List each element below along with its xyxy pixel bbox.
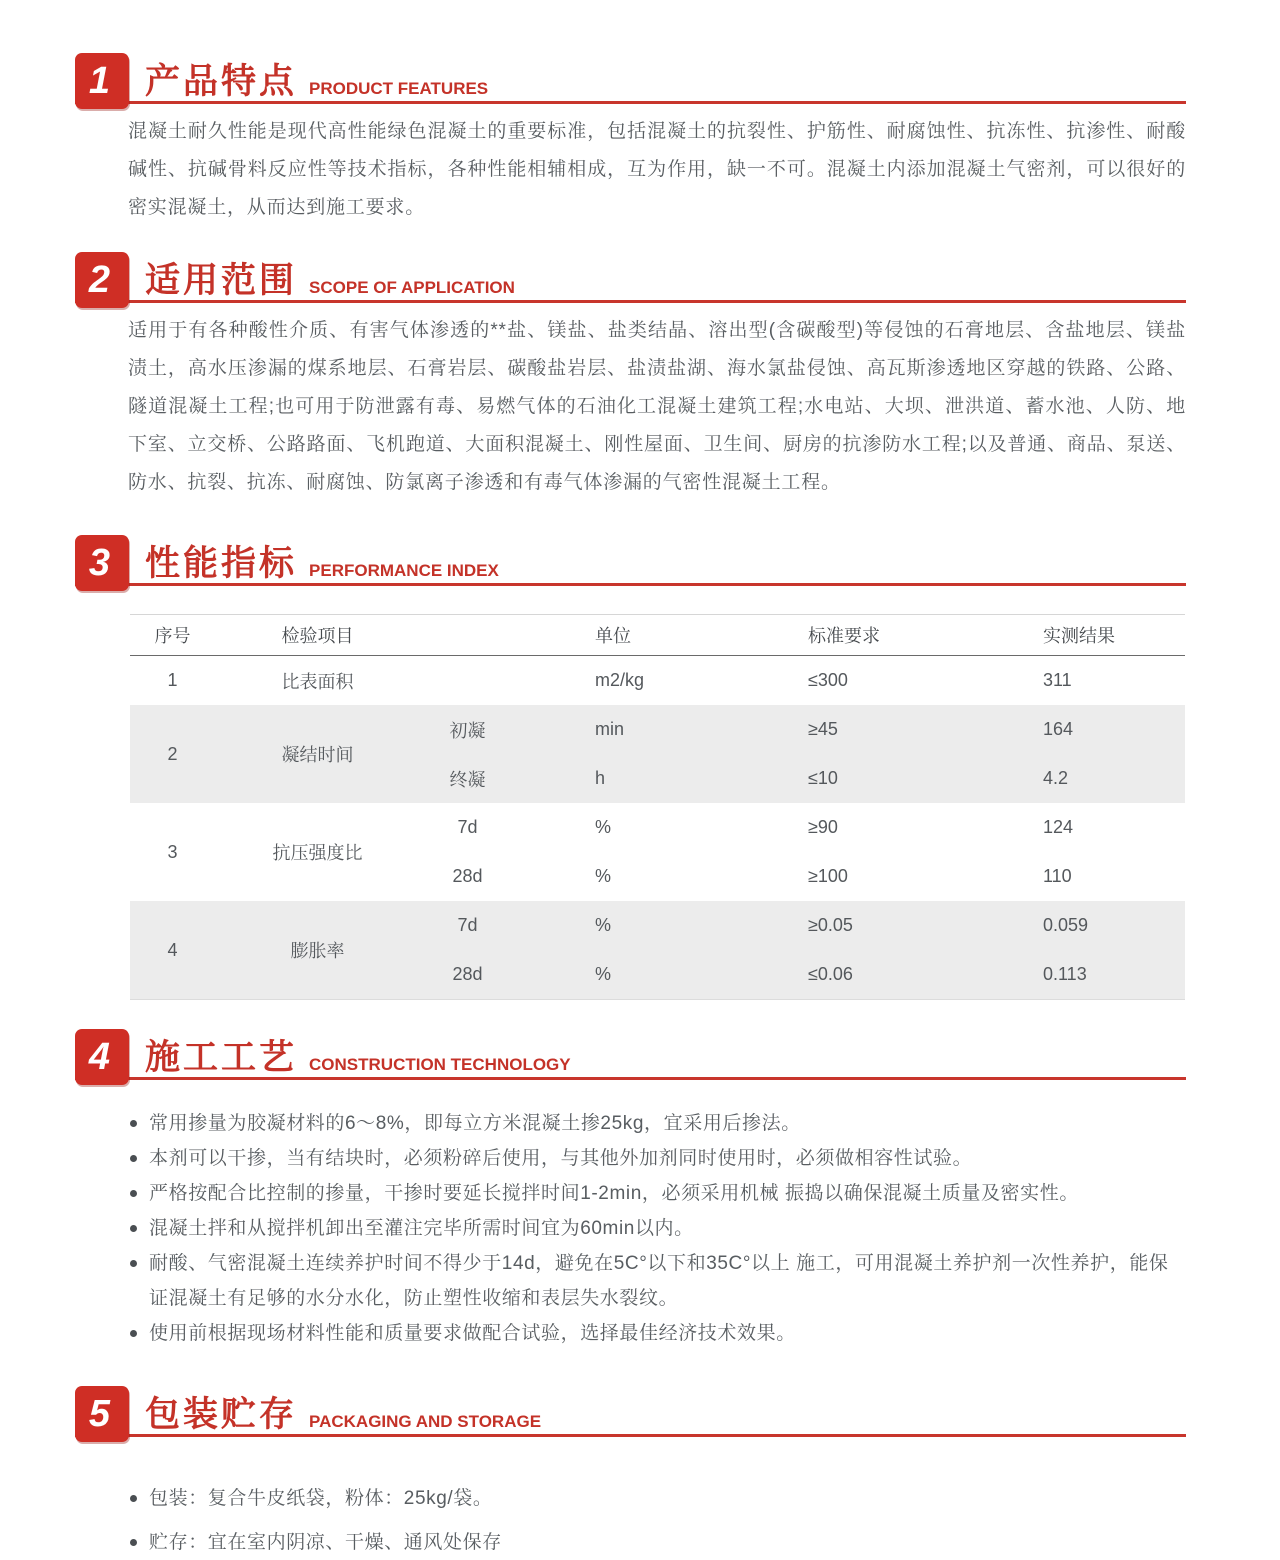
cell-no: 3 xyxy=(167,841,178,862)
cell-unit: % xyxy=(595,964,612,984)
bullet-dot-icon xyxy=(130,1120,137,1127)
section-2-number-badge xyxy=(75,252,129,308)
section-5-header xyxy=(75,1381,1186,1437)
bullet-item xyxy=(130,1316,1186,1351)
cell-measured-result: 4.2 xyxy=(1043,768,1069,788)
bullet-item xyxy=(130,1141,1186,1176)
bullet-dot-icon xyxy=(130,1225,137,1232)
section-5-number-badge xyxy=(75,1386,129,1442)
section-1-title-zh: 产品特点 xyxy=(145,62,298,101)
bullet-dot-icon xyxy=(130,1260,137,1267)
table-row-group xyxy=(130,901,1185,999)
section-3-number-badge xyxy=(75,535,129,591)
cell-sub-item: 7d xyxy=(457,817,478,837)
cell-unit: % xyxy=(595,817,612,837)
performance-table xyxy=(130,614,1185,1000)
construction-steps-list xyxy=(130,1106,1186,1351)
section-5-title-en: PACKAGING AND STORAGE xyxy=(309,1412,542,1431)
cell-sub-item: 终凝 xyxy=(449,769,486,790)
section-4-number-badge xyxy=(75,1029,129,1085)
section-4-header xyxy=(75,1024,1186,1080)
section-2-title-zh: 适用范围 xyxy=(145,261,298,300)
cell-sub-item xyxy=(420,656,515,705)
cell-standard-requirement: ≥100 xyxy=(808,866,848,886)
cell-unit: h xyxy=(595,768,606,788)
spacer xyxy=(75,1351,1186,1381)
bullet-text: 使用前根据现场材料性能和质量要求做配合试验，选择最佳经济技术效果。 xyxy=(149,1323,796,1344)
section-1-number: 1 xyxy=(88,60,111,102)
cell-unit: m2/kg xyxy=(595,670,645,690)
table-row-group xyxy=(130,705,1185,803)
bullet-dot-icon xyxy=(130,1495,137,1502)
cell-spacer xyxy=(515,656,595,705)
cell-spacer xyxy=(515,705,595,754)
section-5-title-zh: 包装贮存 xyxy=(145,1395,298,1434)
spacer xyxy=(75,233,1186,247)
bullet-dot-icon xyxy=(130,1155,137,1162)
cell-measured-result: 0.059 xyxy=(1043,915,1089,935)
section-product-features xyxy=(75,48,1186,227)
cell-sub-item: 初凝 xyxy=(449,720,486,741)
cell-standard-requirement: ≥0.05 xyxy=(808,915,853,935)
section-1-title-en: PRODUCT FEATURES xyxy=(309,79,489,98)
table-row-group xyxy=(130,803,1185,901)
section-5-number: 5 xyxy=(88,1393,111,1435)
cell-standard-requirement: ≥45 xyxy=(808,719,838,739)
cell-spacer xyxy=(515,901,595,950)
spacer xyxy=(75,1010,1186,1024)
bullet-text: 耐酸、气密混凝土连续养护时间不得少于14d，避免在5C°以下和35C°以上 施工，可用混凝土养护剂一次性养护，能保证混凝土有足够的水分水化，防止塑性收缩和表层失水裂纹。 xyxy=(149,1253,1169,1309)
bullet-text: 常用掺量为胶凝材料的6～8%，即每立方米混凝土掺25kg，宜采用后掺法。 xyxy=(149,1113,801,1134)
section-3-title-en: PERFORMANCE INDEX xyxy=(309,561,499,580)
bullet-item xyxy=(130,1481,1186,1516)
col-header-item: 检验项目 xyxy=(281,626,354,646)
cell-standard-requirement: ≥90 xyxy=(808,817,838,837)
cell-item: 膨胀率 xyxy=(290,941,345,961)
cell-item: 抗压强度比 xyxy=(272,843,363,863)
col-header-sub-spacer xyxy=(420,615,515,655)
cell-item: 比表面积 xyxy=(281,671,354,692)
bullet-item xyxy=(130,1211,1186,1246)
bullet-text: 严格按配合比控制的掺量，干掺时要延长搅拌时间1-2min，必须采用机械 振捣以确保混凝土质量及密实性。 xyxy=(149,1183,1079,1204)
bullet-text: 混凝土拌和从搅拌机卸出至灌注完毕所需时间宜为60min以内。 xyxy=(149,1218,694,1239)
cell-no: 2 xyxy=(167,743,178,764)
section-3-number: 3 xyxy=(88,542,111,584)
cell-unit: % xyxy=(595,866,612,886)
bullet-item xyxy=(130,1176,1186,1211)
section-4-number: 4 xyxy=(88,1036,111,1078)
bullet-text: 本剂可以干掺，当有结块时，必须粉碎后使用，与其他外加剂同时使用时，必须做相容性试验。 xyxy=(149,1148,973,1169)
cell-measured-result: 311 xyxy=(1043,670,1072,690)
table-row-group xyxy=(130,656,1185,705)
section-scope-of-application xyxy=(75,247,1186,502)
bullet-dot-icon xyxy=(130,1330,137,1337)
bullet-dot-icon xyxy=(130,1539,137,1546)
section-1-number-badge xyxy=(75,53,129,109)
cell-sub-item: 28d xyxy=(452,964,483,984)
section-4-title-en: CONSTRUCTION TECHNOLOGY xyxy=(309,1055,571,1074)
section-construction-technology xyxy=(75,1024,1186,1351)
section-2-header xyxy=(75,247,1186,303)
cell-unit: % xyxy=(595,915,612,935)
bullet-text: 贮存：宜在室内阴凉、干燥、通风处保存 xyxy=(149,1532,502,1553)
col-header-req: 标准要求 xyxy=(808,626,880,646)
section-4-title-zh: 施工工艺 xyxy=(145,1038,298,1077)
cell-measured-result: 0.113 xyxy=(1043,964,1087,984)
cell-item: 凝结时间 xyxy=(281,745,354,765)
cell-standard-requirement: ≤300 xyxy=(808,670,848,690)
packaging-storage-list xyxy=(130,1481,1186,1560)
section-performance-index xyxy=(75,530,1186,1000)
section-3-title-zh: 性能指标 xyxy=(145,544,298,583)
cell-measured-result: 110 xyxy=(1043,866,1072,886)
col-header-gap-spacer xyxy=(515,615,595,655)
cell-standard-requirement: ≤10 xyxy=(808,768,838,788)
bullet-dot-icon xyxy=(130,1190,137,1197)
cell-standard-requirement: ≤0.06 xyxy=(808,964,853,984)
cell-spacer xyxy=(515,803,595,852)
section-1-header xyxy=(75,48,1186,104)
cell-no: 4 xyxy=(167,939,178,960)
cell-unit: min xyxy=(595,719,625,739)
performance-table-body xyxy=(130,656,1185,999)
cell-measured-result: 164 xyxy=(1043,719,1074,739)
section-2-title-en: SCOPE OF APPLICATION xyxy=(309,278,515,297)
section-3-header xyxy=(75,530,1186,586)
scope-of-application-paragraph: 适用于有各种酸性介质、有害气体渗透的**盐、镁盐、盐类结晶、溶出型(含碳酸型)等侵蚀的石膏地层、含盐地层、镁盐渍土，高水压渗漏的煤系地层、石膏岩层、碳酸盐岩层、盐渍盐湖、海水氯盐侵蚀、高瓦斯渗透地区穿越的铁路、公路、隧道混凝土工程;也可用于防泄露有毒、易燃气体的石油化工混凝土建筑工程;水电站、大坝、泄洪道、蓄水池、人防、地下室、立交桥、公路路面、飞机跑道、大面积混凝土、刚性屋面、卫生间、厨房的抗渗防水工程;以及普通、商品、泵送、防水、抗裂、抗冻、耐腐蚀、防氯离子渗透和有毒气体渗漏的气密性混凝土工程。 xyxy=(128,320,1186,493)
col-header-unit: 单位 xyxy=(595,626,631,646)
product-features-paragraph: 混凝土耐久性能是现代高性能绿色混凝土的重要标准，包括混凝土的抗裂性、护筋性、耐腐蚀性、抗冻性、抗渗性、耐酸碱性、抗碱骨料反应性等技术指标，各种性能相辅相成，互为作用，缺一不可。混凝土内添加混凝土气密剂，可以很好的密实混凝土，从而达到施工要求。 xyxy=(128,121,1186,218)
bullet-item xyxy=(130,1525,1186,1560)
cell-sub-item: 7d xyxy=(457,915,478,935)
col-header-result: 实测结果 xyxy=(1043,626,1115,646)
section-2-number: 2 xyxy=(88,259,111,301)
bullet-item xyxy=(130,1106,1186,1141)
bullet-item xyxy=(130,1246,1186,1316)
bullet-text: 包装：复合牛皮纸袋，粉体：25kg/袋。 xyxy=(149,1488,493,1509)
performance-table-header-row xyxy=(130,615,1185,656)
cell-spacer xyxy=(515,852,595,901)
cell-sub-item: 28d xyxy=(452,866,483,886)
cell-spacer xyxy=(515,950,595,999)
col-header-no: 序号 xyxy=(154,626,191,646)
spacer xyxy=(75,508,1186,530)
cell-spacer xyxy=(515,754,595,803)
section-packaging-and-storage xyxy=(75,1381,1186,1560)
cell-no: 1 xyxy=(167,670,178,690)
cell-measured-result: 124 xyxy=(1043,817,1074,837)
